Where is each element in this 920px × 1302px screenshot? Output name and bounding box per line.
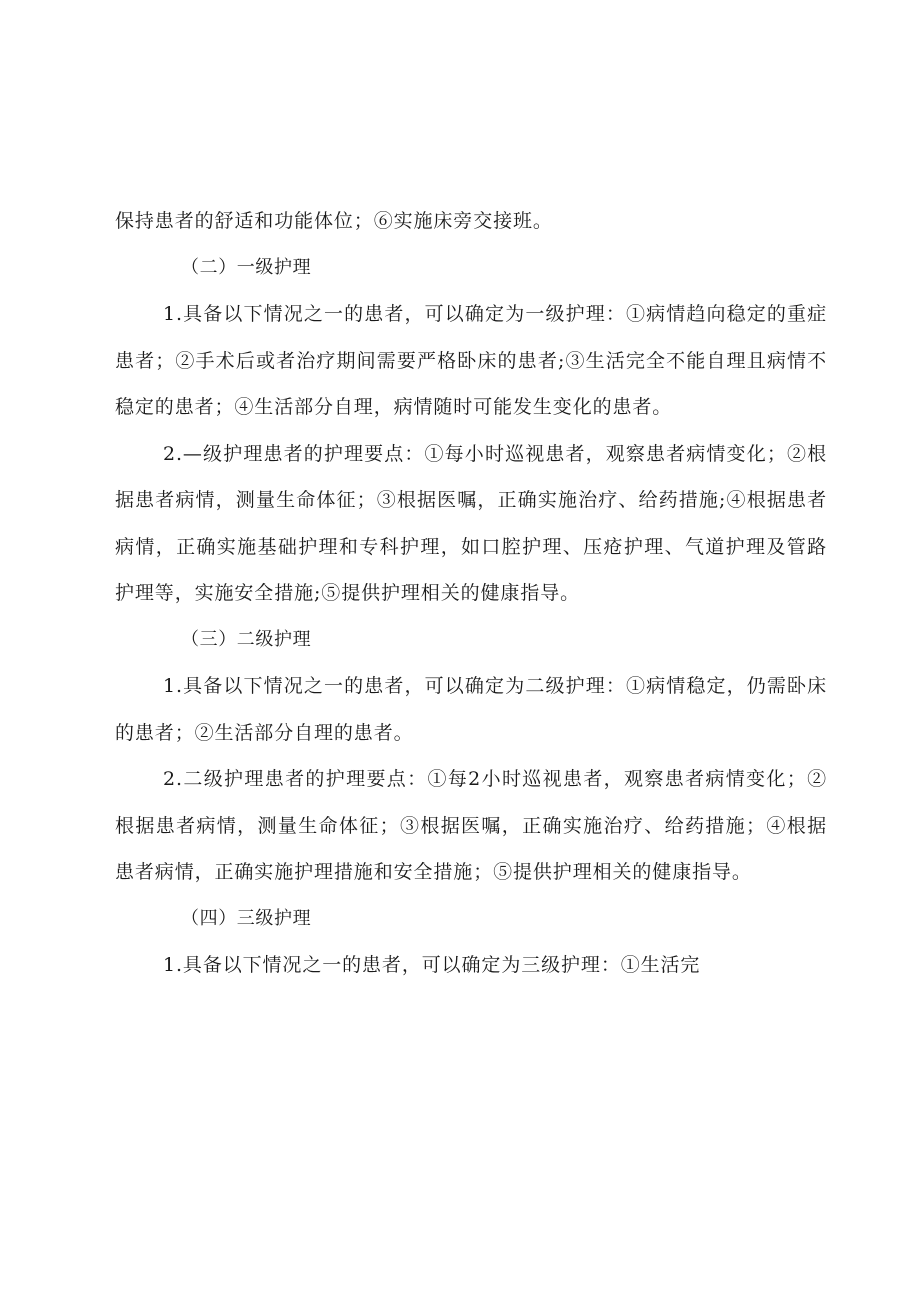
paragraph-level-one-key-points: 2.—级护理患者的护理要点：①每小时巡视患者，观察患者病情变化；②根据患者病情，测量生命体征；③根据医嘱，正确实施治疗、给药措施;④根据患者病情，正确实施基础护理和专科护理，如口腔护理、压疮护理、气道护理及管路护理等，实施安全措施;⑤提供护理相关的健康指导。 <box>115 442 827 604</box>
paragraph-level-two-criteria: 1.具备以下情况之一的患者，可以确定为二级护理：①病情稳定，仍需卧床的患者；②生活部分自理的患者。 <box>115 675 827 744</box>
section-heading-level-one-care: （二）一级护理 <box>181 256 312 278</box>
document-page <box>115 198 827 989</box>
section-heading-level-three-care: （四）三级护理 <box>181 907 312 929</box>
paragraph-continuation: 保持患者的舒适和功能体位；⑥实施床旁交接班。 <box>115 210 553 232</box>
paragraph-level-three-criteria: 1.具备以下情况之一的患者，可以确定为三级护理：①生活完 <box>163 954 701 976</box>
paragraph-level-two-key-points: 2.二级护理患者的护理要点：①每2小时巡视患者，观察患者病情变化；②根据患者病情，测量生命体征；③根据医嘱，正确实施治疗、给药措施；④根据患者病情，正确实施护理措施和安全措施；⑤提供护理相关的健康指导。 <box>115 768 827 883</box>
section-heading-level-two-care: （三）二级护理 <box>181 628 312 650</box>
paragraph-level-one-criteria: 1.具备以下情况之一的患者，可以确定为一级护理：①病情趋向稳定的重症患者；②手术后或者治疗期间需要严格卧床的患者;③生活完全不能自理且病情不稳定的患者；④生活部分自理，病情随时可能发生变化的患者。 <box>115 303 827 418</box>
